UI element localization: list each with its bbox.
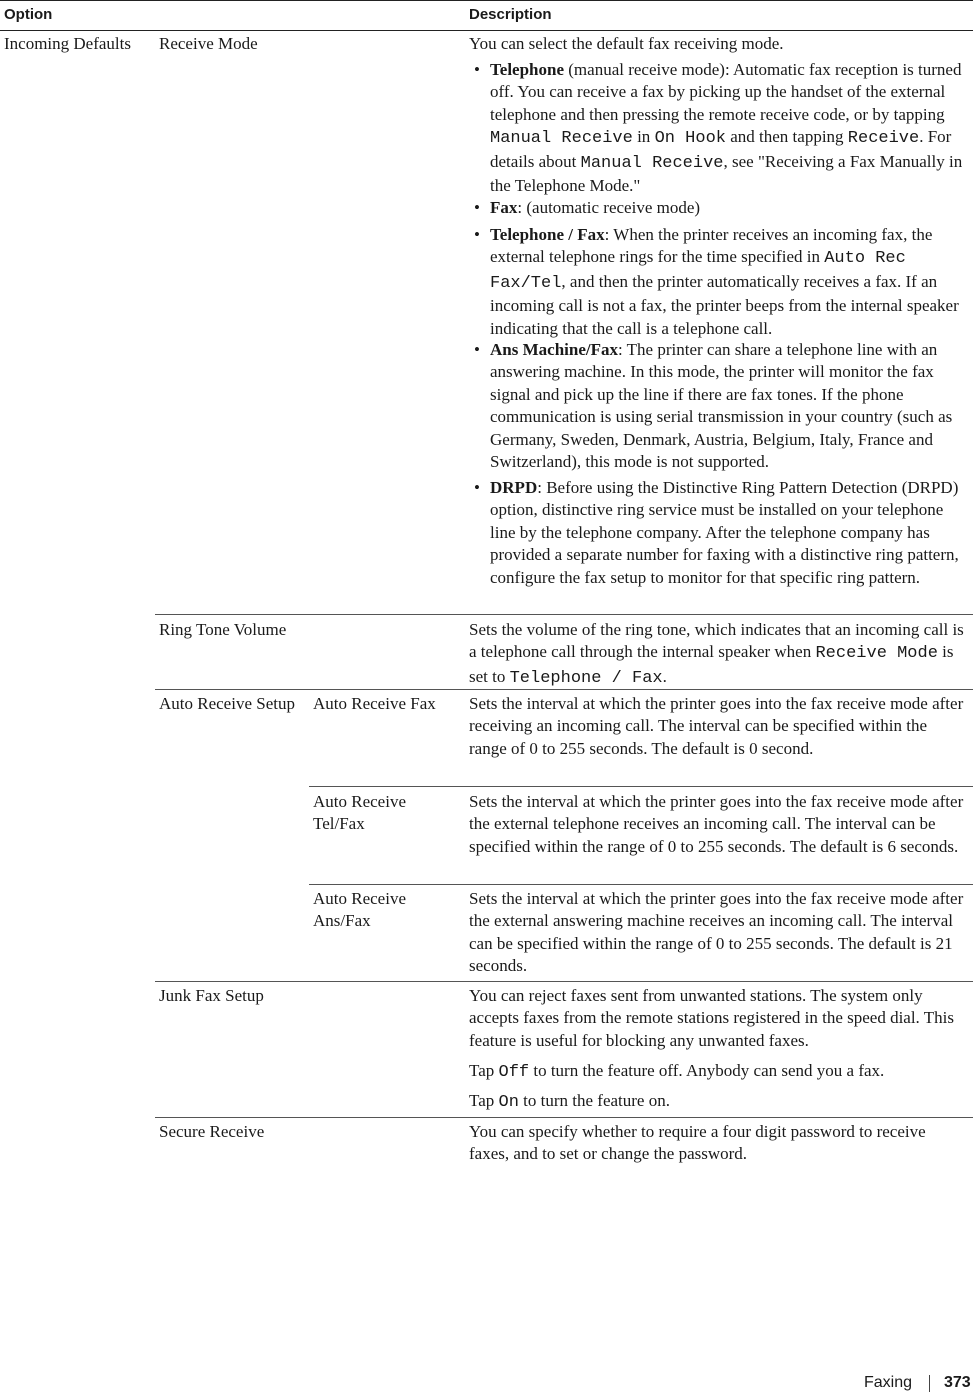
- ans-machine-text: : The printer can share a telephone line with an answering machine. In this mode, the printer will monitor the fax signal and pick up the line if there are fax tones. If the phone communication is using serial transmission in your country (such as Germany, Sweden, Denmark, Austria, Belgium, Italy, France and Switzerland), this mode is not supported.: [490, 340, 953, 472]
- drpd-text: : Before using the Distinctive Ring Pattern Detection (DRPD) option, distinctive ring service must be installed on your telephone line by the telephone company. After the telephone company has provided a separate number for faxing with a distinctive ring pattern, configure the fax setup to monitor for that specific ring pattern.: [490, 478, 959, 587]
- auto-receive-setup-label: Auto Receive Setup: [159, 694, 295, 713]
- junk-fax-on-rest: to turn the feature on.: [518, 1091, 670, 1110]
- junk-fax-off-rest: to turn the feature off. Anybody can send you a fax.: [529, 1061, 885, 1080]
- bullet-dot: •: [474, 198, 480, 217]
- footer-section: Faxing: [864, 1374, 913, 1391]
- footer-separator: [929, 1375, 930, 1392]
- row-divider: [155, 614, 973, 615]
- auto-receive-fax-desc: Sets the interval at which the printer goes into the fax receive mode after receiving an incoming call. The interval can be specified within the range of 0 to 255 seconds. The default is 0 second.: [469, 694, 964, 758]
- auto-receive-tel-fax-desc: Sets the interval at which the printer goes into the fax receive mode after the external telephone receives an incoming call. The interval can be specified within the range of 0 to 255 seconds. The default is 6 seconds.: [469, 792, 964, 856]
- telephone-text-2: in: [632, 127, 655, 147]
- ring-tone-volume-label: Ring Tone Volume: [159, 620, 287, 639]
- code-manual-receive: Manual Receive: [490, 129, 633, 149]
- code-receive-mode: Receive Mode: [815, 644, 938, 664]
- telephone-fax-text-2: , and then the printer automatically receives a fax. If an incoming call is not a fax, the printer beeps from the internal speaker indicating that the call is a telephone call.: [490, 271, 959, 338]
- ring-tone-text: Sets the volume of the ring tone, which indicates that an incoming call is a telephone call through the internal speaker when: [469, 620, 964, 662]
- telephone-text-3: and then tapping: [725, 127, 848, 147]
- receive-mode-intro: You can select the default fax receiving mode.: [469, 34, 784, 53]
- receive-mode-label: Receive Mode: [159, 34, 258, 53]
- option-column-header: Option: [4, 6, 53, 23]
- row-divider: [155, 689, 973, 690]
- auto-receive-ans-fax-desc: Sets the interval at which the printer goes into the fax receive mode after the external answering machine receives an incoming call. The interval can be specified within the range of 0 to 255 seconds. The default is 21 seconds.: [469, 889, 964, 976]
- table-header: [0, 0, 973, 31]
- junk-fax-desc: You can reject faxes sent from unwanted stations. The system only accepts faxes from the remote stations registered in the speed dial. This feature is useful for blocking any unwanted faxes.: [469, 986, 954, 1050]
- telephone-fax-text: : When the printer receives an incoming fax, the external telephone rings for the time specified in: [490, 225, 933, 267]
- ring-tone-text-3: .: [662, 666, 667, 686]
- row-divider: [309, 786, 973, 787]
- telephone-text-5: , see "Receiving a Fax Manually in the Telephone Mode.": [490, 151, 963, 196]
- group-label-incoming-defaults: Incoming Defaults: [4, 34, 131, 53]
- row-divider: [155, 1117, 973, 1118]
- term-telephone-fax: Telephone / Fax: [490, 225, 605, 244]
- term-drpd: DRPD: [490, 478, 538, 497]
- description-column-header: Description: [469, 6, 552, 23]
- code-manual-receive-2: Manual Receive: [580, 153, 724, 173]
- code-receive: Receive: [847, 129, 920, 149]
- code-on: On: [498, 1093, 519, 1112]
- fax-text: : (automatic receive mode): [517, 198, 701, 217]
- bullet-dot: •: [474, 60, 480, 79]
- term-ans-machine-fax: Ans Machine/Fax: [490, 340, 618, 359]
- row-divider: [309, 884, 973, 885]
- code-off: Off: [498, 1063, 530, 1082]
- row-divider: [155, 981, 973, 982]
- junk-fax-tap-2: Tap: [469, 1091, 499, 1110]
- term-telephone: Telephone: [490, 60, 565, 79]
- telephone-text: (manual receive mode): Automatic fax reception is turned off. You can receive a fax by picking up the handset of the external telephone and then pressing the remote receive code, or by tapping: [490, 60, 962, 124]
- auto-receive-tel-fax-label: Auto Receive Tel/Fax: [313, 792, 406, 834]
- bullet-dot: •: [474, 225, 480, 244]
- ring-tone-text-2: is set to: [469, 642, 954, 686]
- bullet-dot: •: [474, 478, 480, 497]
- secure-receive-desc: You can specify whether to require a four digit password to receive faxes, and to set or change the password.: [469, 1122, 926, 1164]
- term-fax: Fax: [490, 198, 518, 217]
- page-number: 373: [944, 1374, 971, 1391]
- auto-receive-ans-fax-label: Auto Receive Ans/Fax: [313, 889, 406, 931]
- junk-fax-off-text: [469, 1060, 967, 1084]
- code-telephone-fax: Telephone / Fax: [509, 668, 663, 688]
- code-auto-rec-fax-tel: Auto Rec Fax/Tel: [490, 249, 906, 293]
- telephone-text-4: . For details about: [490, 127, 952, 171]
- ring-tone-volume-desc: [469, 619, 967, 690]
- auto-receive-fax-label: Auto Receive Fax: [313, 694, 436, 713]
- junk-fax-tap: Tap: [469, 1061, 499, 1080]
- bullet-dot: •: [474, 340, 480, 359]
- junk-fax-setup-label: Junk Fax Setup: [159, 986, 264, 1005]
- code-on-hook: On Hook: [654, 129, 726, 149]
- secure-receive-label: Secure Receive: [159, 1122, 265, 1141]
- junk-fax-on-text: [469, 1090, 967, 1114]
